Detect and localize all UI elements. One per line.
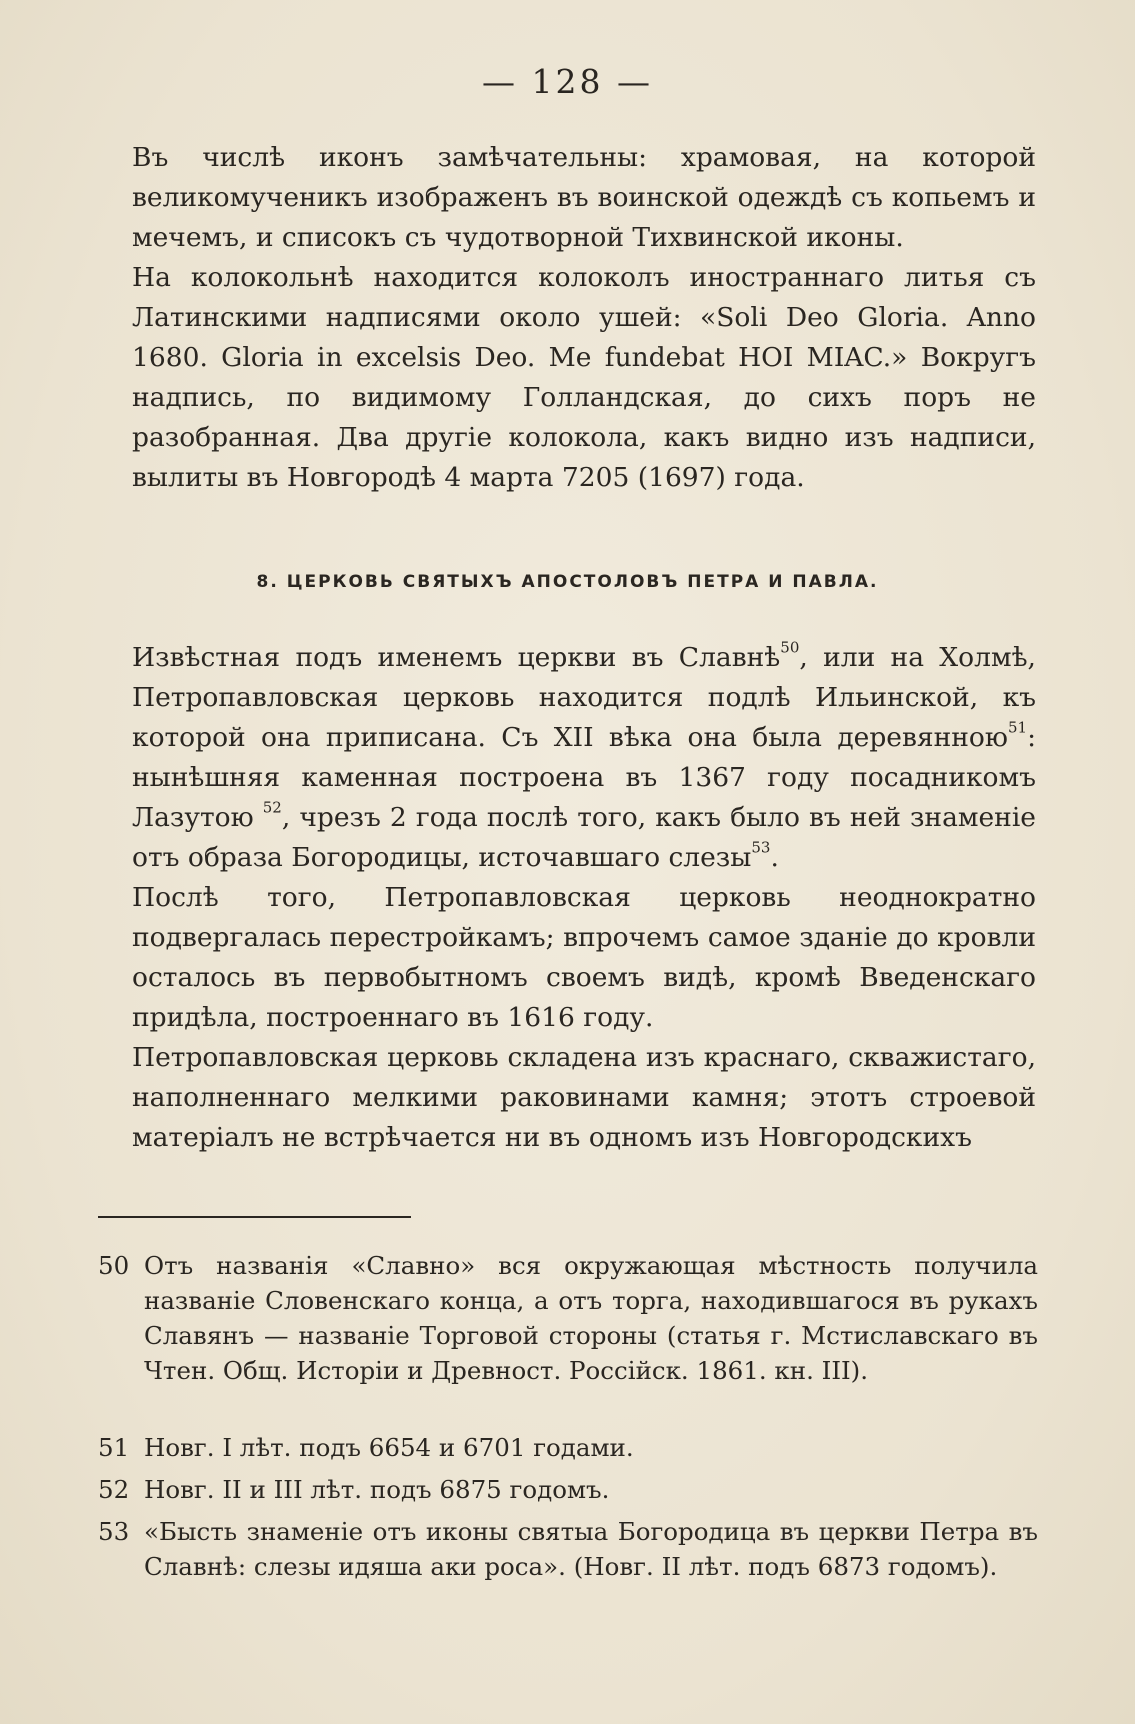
text-block-top bbox=[132, 138, 1036, 498]
paragraph-history bbox=[132, 638, 1036, 878]
para3-a: Извѣстная подъ именемъ церкви въ Славнѣ bbox=[132, 642, 781, 673]
footnote-50 bbox=[98, 1248, 1038, 1388]
paragraph-rebuilding: Послѣ того, Петропавловская церковь неоднократно подвергалась перестройкамъ; впрочемъ самое зданіе до кровли осталось въ первобытномъ своемъ видѣ, кромѣ Введенскаго придѣла, построеннаго въ 1616 году. bbox=[132, 882, 1036, 1033]
footnote-number: 50 bbox=[98, 1251, 130, 1280]
footnote-ref-52[interactable]: 52 bbox=[262, 798, 282, 817]
section-heading: 8. ЦЕРКОВЬ СВЯТЫХЪ АПОСТОЛОВЪ ПЕТРА И ПАВЛА. bbox=[256, 572, 879, 592]
footnote-number: 52 bbox=[98, 1475, 130, 1504]
footnote-51 bbox=[98, 1430, 1038, 1465]
footnote-ref-53[interactable]: 53 bbox=[751, 838, 771, 857]
paragraph-material: Петропавловская церковь складена изъ краснаго, скважистаго, наполненнаго мелкими раковинами камня; этотъ строевой матеріалъ не встрѣчается ни въ одномъ изъ Новгородскихъ bbox=[132, 1042, 1036, 1153]
paragraph-bells: На колокольнѣ находится колоколъ иностраннаго литья съ Латинскими надписями около ушей: «Soli Deo Gloria. Anno 1680. Gloria in excelsis Deo. Me fundebat HOI MIAC.» Вокругъ надпись, по видимому Голландская, до сихъ поръ не разобранная. Два другіе колокола, какъ видно изъ надписи, вылиты въ Новгородѣ 4 марта 7205 (1697) года. bbox=[132, 262, 1036, 493]
footnote-ref-50[interactable]: 50 bbox=[780, 638, 800, 657]
footnote-53 bbox=[98, 1514, 1038, 1584]
para3-d: , чрезъ 2 года послѣ того, какъ было въ ней знаменіе отъ образа Богородицы, источавшаго слезы bbox=[132, 802, 1036, 873]
para3-e: . bbox=[770, 842, 779, 873]
footnote-number: 53 bbox=[98, 1517, 130, 1546]
footnote-number: 51 bbox=[98, 1433, 130, 1462]
paragraph-icons: Въ числѣ иконъ замѣчательны: храмовая, на которой великомученикъ изображенъ въ воинской одеждѣ съ копьемъ и мечемъ, и списокъ съ чудотворной Тихвинской иконы. bbox=[132, 142, 1036, 253]
footnote-text: Новг. II и III лѣт. подъ 6875 годомъ. bbox=[144, 1475, 610, 1504]
text-block-main bbox=[132, 638, 1036, 1158]
para3-c: : нынѣшняя каменная построена въ 1367 году посадникомъ Лазутою bbox=[132, 722, 1036, 833]
footnote-text: Отъ названія «Славно» вся окружающая мѣстность получила названіе Словенскаго конца, а отъ торга, находившагося въ рукахъ Славянъ — названіе Торговой стороны (статья г. Мстиславскаго въ Чтен. Общ. Исторіи и Древност. Россійск. 1861. кн. III). bbox=[144, 1251, 1038, 1385]
footnote-text: «Бысть знаменіе отъ иконы святыа Богородица въ церкви Петра въ Славнѣ: слезы идяша аки роса». (Новг. II лѣт. подъ 6873 годомъ). bbox=[144, 1517, 1038, 1581]
footnote-52 bbox=[98, 1472, 1038, 1507]
para3-b: , или на Холмѣ, Петропавловская церковь находится подлѣ Ильинской, къ которой она приписана. Съ XII вѣка она была деревянною bbox=[132, 642, 1036, 753]
page-number: — 128 — bbox=[482, 62, 653, 101]
footnote-ref-51[interactable]: 51 bbox=[1007, 718, 1028, 737]
footnote-text: Новг. I лѣт. подъ 6654 и 6701 годами. bbox=[144, 1433, 634, 1462]
footnote-divider bbox=[98, 1216, 411, 1218]
